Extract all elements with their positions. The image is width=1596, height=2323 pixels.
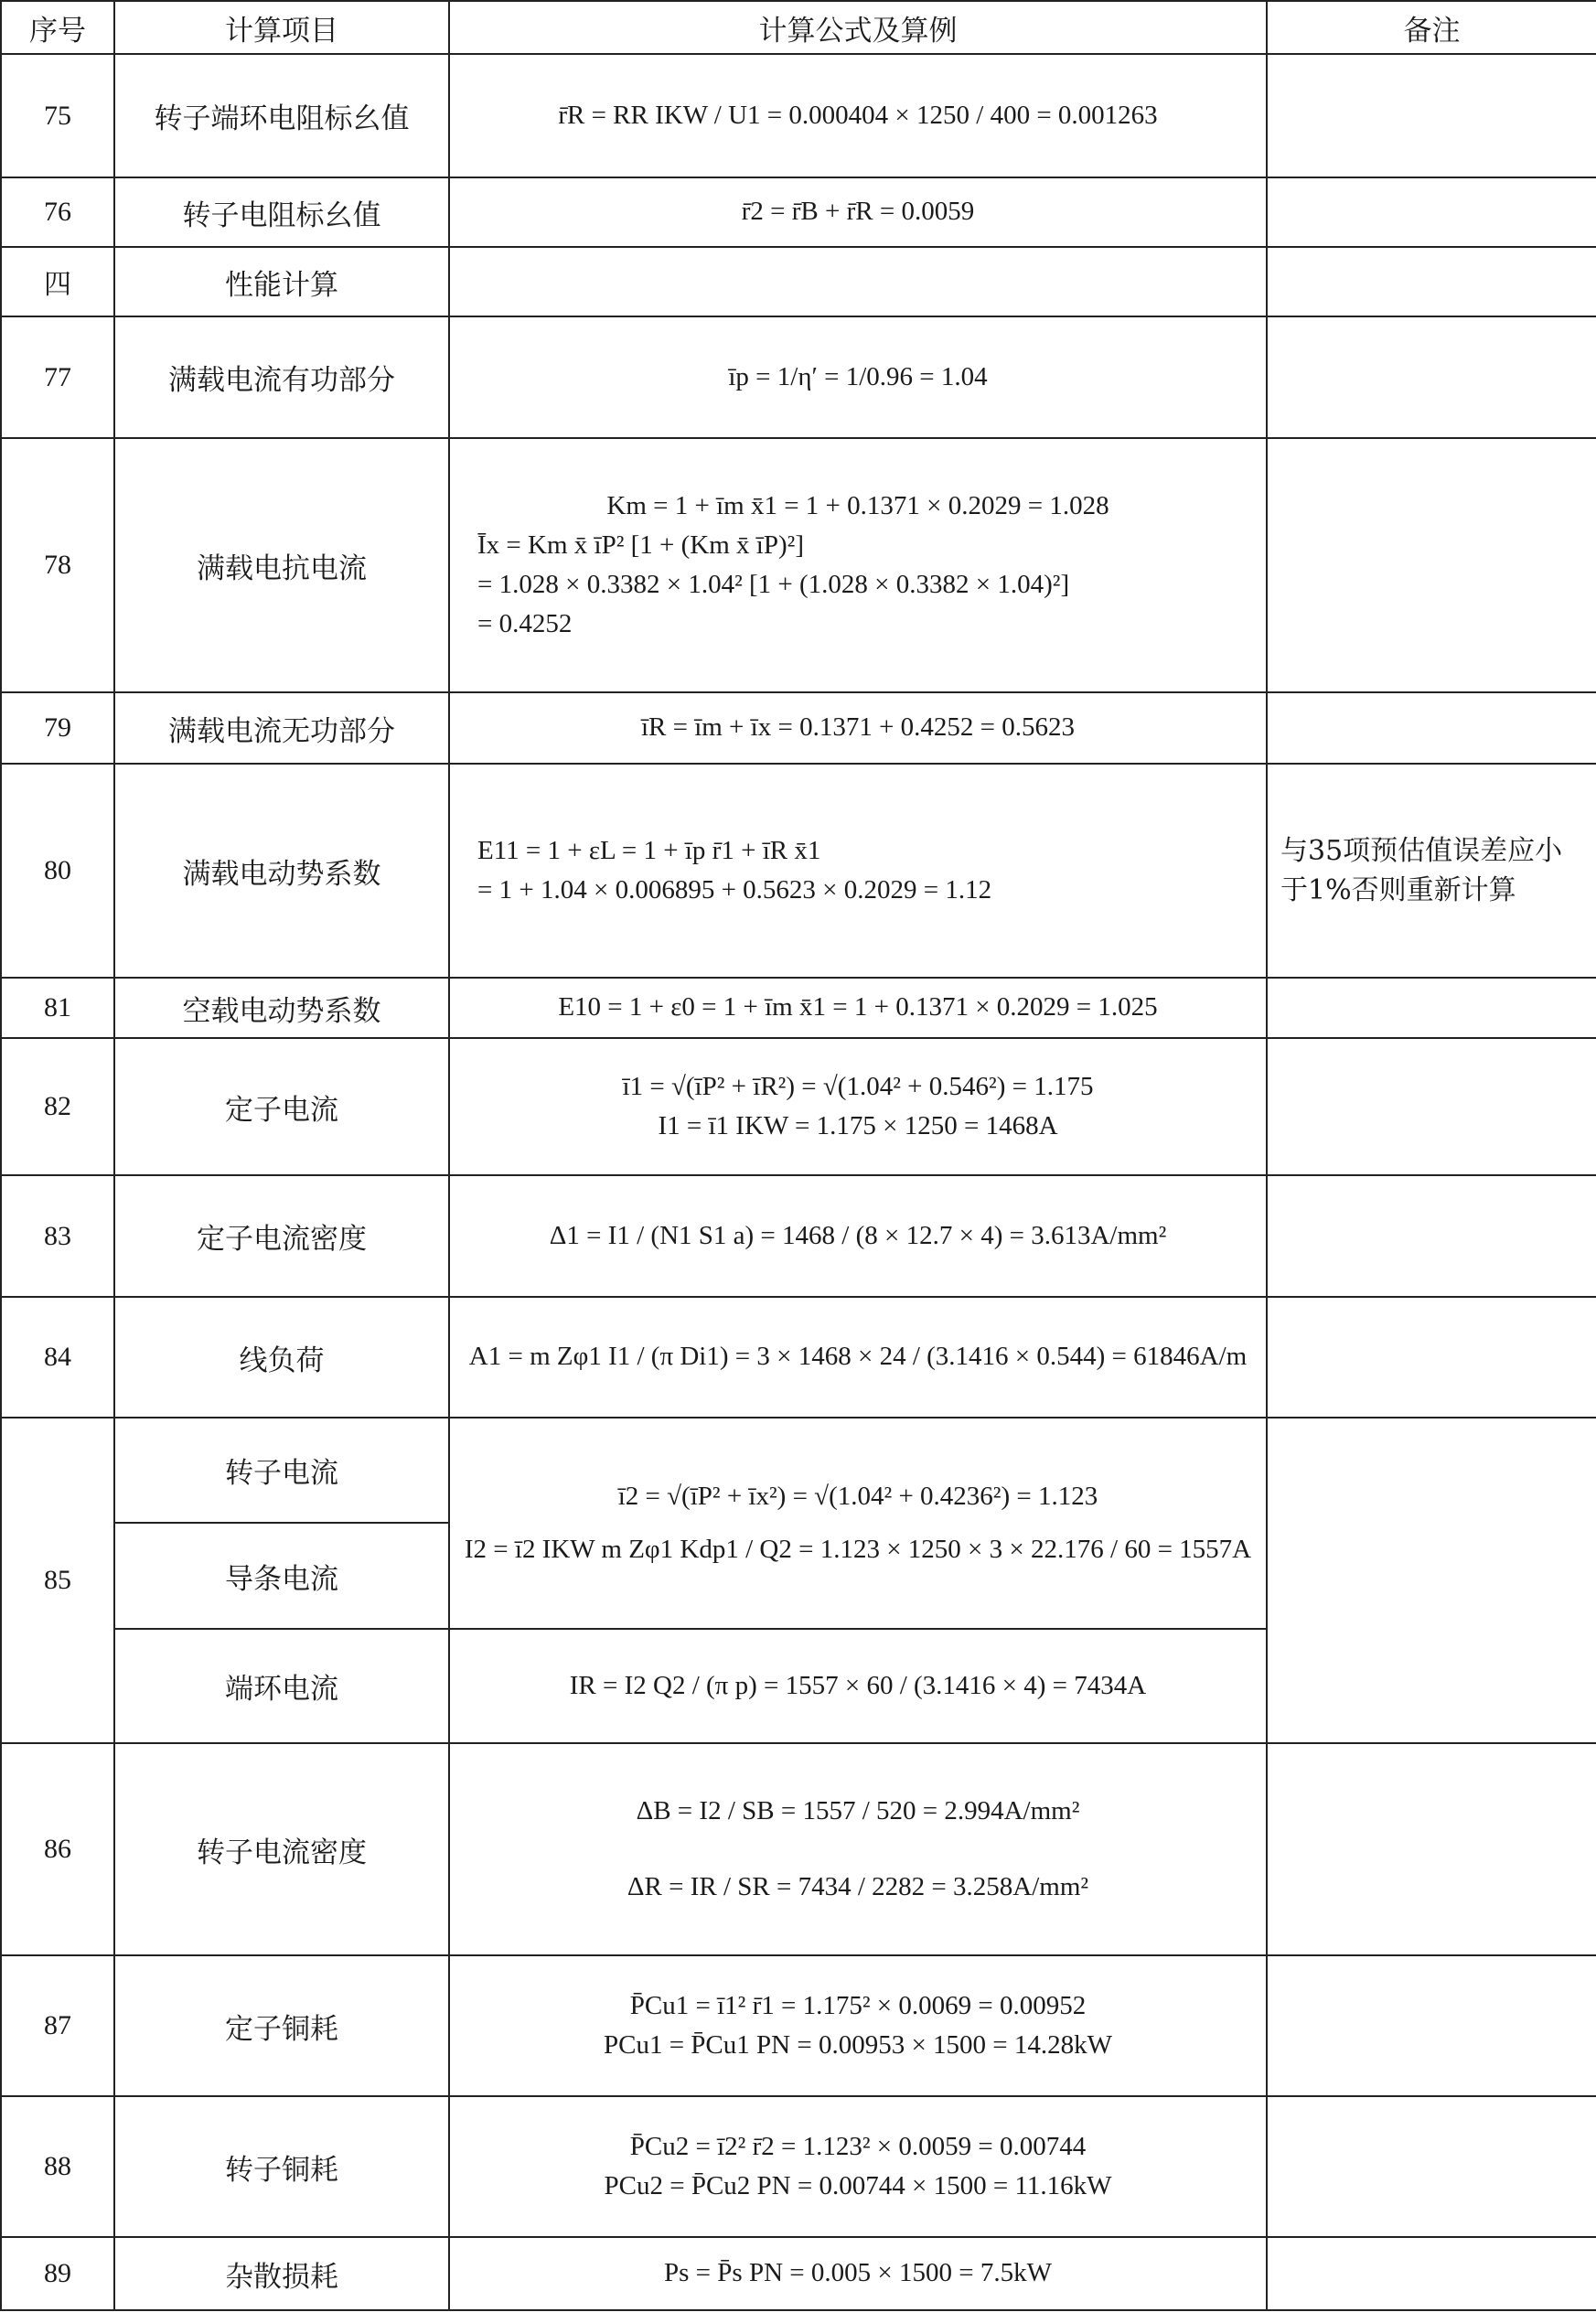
row-number: 78: [1, 438, 114, 692]
row-item: 端环电流: [114, 1629, 449, 1743]
row-formula: [449, 764, 1267, 978]
row-item: 定子铜耗: [114, 1955, 449, 2096]
row-note: [1267, 247, 1596, 316]
formula-line: Īx = Km x̄ īP² [1 + (Km x̄ īP)²]: [477, 530, 805, 560]
row-formula: [449, 1955, 1267, 2096]
formula-line: = 1.028 × 0.3382 × 1.04² [1 + (1.028 × 0.3382 × 1.04)²]: [477, 570, 1070, 599]
row-note: [1267, 1297, 1596, 1418]
row-formula: [449, 316, 1267, 438]
row-number: 79: [1, 692, 114, 764]
formula-line: ī1 = √(īP² + īR²) = √(1.04² + 0.546²) = 1.175: [622, 1071, 1094, 1101]
row-formula: [449, 1175, 1267, 1297]
row-note: [1267, 1955, 1596, 2096]
row-item: 定子电流: [114, 1038, 449, 1175]
row-number: 87: [1, 1955, 114, 2096]
row-number: 81: [1, 978, 114, 1038]
row-note: [1267, 2096, 1596, 2237]
row-item: 定子电流密度: [114, 1175, 449, 1297]
row-note: [1267, 1418, 1596, 1743]
row-note: [1267, 438, 1596, 692]
header-note: 备注: [1267, 1, 1596, 54]
formula-line: I1 = ī1 IKW = 1.175 × 1250 = 1468A: [658, 1111, 1058, 1140]
row-number: 88: [1, 2096, 114, 2237]
header-item: 计算项目: [114, 1, 449, 54]
row-item: 满载电流无功部分: [114, 692, 449, 764]
row-note: [1267, 54, 1596, 177]
row-note: [1267, 316, 1596, 438]
table-row: [1, 978, 1596, 1038]
formula-line: = 1 + 1.04 × 0.006895 + 0.5623 × 0.2029 = 1.12: [477, 875, 992, 905]
table-row: [1, 1038, 1596, 1175]
formula-line: [450, 280, 1266, 284]
table-row: [1, 1297, 1596, 1418]
formula-line: ΔR = IR / SR = 7434 / 2282 = 3.258A/mm²: [627, 1872, 1089, 1901]
row-item: 导条电流: [114, 1523, 449, 1629]
row-number: 76: [1, 177, 114, 247]
table-row: [1, 177, 1596, 247]
row-item: 空载电动势系数: [114, 978, 449, 1038]
row-item: 满载电动势系数: [114, 764, 449, 978]
row-formula: [449, 1038, 1267, 1175]
row-item: 转子端环电阻标幺值: [114, 54, 449, 177]
formula-line: P̄Cu2 = ī2² r̄2 = 1.123² × 0.0059 = 0.00744: [629, 2131, 1087, 2161]
row-note: [1267, 1175, 1596, 1297]
table-row: [1, 1743, 1596, 1955]
header-formula: 计算公式及算例: [449, 1, 1267, 54]
formula-line: Km = 1 + īm x̄1 = 1 + 0.1371 × 0.2029 = 1.028: [606, 490, 1109, 520]
row-number: 82: [1, 1038, 114, 1175]
row-number: 86: [1, 1743, 114, 1955]
formula-line: = 0.4252: [477, 609, 573, 639]
formula-line: PCu2 = P̄Cu2 PN = 0.00744 × 1500 = 11.16kW: [604, 2171, 1112, 2200]
row-formula: [449, 2237, 1267, 2310]
row-note: [1267, 1743, 1596, 1955]
row-number: 四: [1, 247, 114, 316]
row-note: [1267, 692, 1596, 764]
row-formula: [449, 1629, 1267, 1743]
formula-line: Δ1 = I1 / (N1 S1 a) = 1468 / (8 × 12.7 × 4) = 3.613A/mm²: [549, 1220, 1167, 1250]
table-row: [1, 1418, 1596, 1523]
table-row: [1, 2096, 1596, 2237]
table-row: [1, 247, 1596, 316]
row-formula: [449, 978, 1267, 1038]
row-number: 84: [1, 1297, 114, 1418]
row-formula: [449, 692, 1267, 764]
table-row: [1, 692, 1596, 764]
row-item: 杂散损耗: [114, 2237, 449, 2310]
table-row: [1, 2237, 1596, 2310]
row-item: 线负荷: [114, 1297, 449, 1418]
table-row: [1, 54, 1596, 177]
formula-line: r̄R = RR IKW / U1 = 0.000404 × 1250 / 400 = 0.001263: [558, 100, 1158, 130]
row-formula: [449, 438, 1267, 692]
row-note: [1267, 2237, 1596, 2310]
row-item: 转子铜耗: [114, 2096, 449, 2237]
table-row: [1, 438, 1596, 692]
row-formula: [449, 54, 1267, 177]
row-formula: [449, 1418, 1267, 1629]
row-item: 性能计算: [114, 247, 449, 316]
formula-line: E10 = 1 + ε0 = 1 + īm x̄1 = 1 + 0.1371 × 0.2029 = 1.025: [558, 992, 1158, 1022]
row-number: 75: [1, 54, 114, 177]
row-item: 满载电流有功部分: [114, 316, 449, 438]
table-row: [1, 1175, 1596, 1297]
table-row: [1, 764, 1596, 978]
formula-line: A1 = m Zφ1 I1 / (π Di1) = 3 × 1468 × 24 / (3.1416 × 0.544) = 61846A/m: [468, 1342, 1248, 1372]
row-number: 89: [1, 2237, 114, 2310]
row-note: [1267, 1038, 1596, 1175]
row-formula: [449, 177, 1267, 247]
formula-line: E11 = 1 + εL = 1 + īp r̄1 + īR x̄1: [477, 835, 821, 865]
table-row: [1, 316, 1596, 438]
row-item: 转子电流密度: [114, 1743, 449, 1955]
formula-line: īp = 1/η′ = 1/0.96 = 1.04: [728, 361, 988, 391]
row-formula: [449, 247, 1267, 316]
formula-line: r̄2 = r̄B + r̄R = 0.0059: [741, 197, 975, 227]
row-note: [1267, 978, 1596, 1038]
formula-line: I2 = ī2 IKW m Zφ1 Kdp1 / Q2 = 1.123 × 1250 × 3 × 22.176 / 60 = 1557A: [464, 1534, 1252, 1564]
row-number: 85: [1, 1418, 114, 1743]
row-note: 与35项预估值误差应小于1%否则重新计算: [1267, 764, 1596, 978]
row-number: 80: [1, 764, 114, 978]
row-formula: [449, 1743, 1267, 1955]
formula-line: IR = I2 Q2 / (π p) = 1557 × 60 / (3.1416 × 4) = 7434A: [569, 1670, 1147, 1700]
table-row: [1, 1955, 1596, 2096]
row-item: 转子电流: [114, 1418, 449, 1523]
row-number: 83: [1, 1175, 114, 1297]
row-item: 转子电阻标幺值: [114, 177, 449, 247]
header-no: 序号: [1, 1, 114, 54]
formula-line: ī2 = √(īP² + īx²) = √(1.04² + 0.4236²) = 1.123: [617, 1482, 1098, 1512]
row-note: [1267, 177, 1596, 247]
row-number: 77: [1, 316, 114, 438]
formula-line: PCu1 = P̄Cu1 PN = 0.00953 × 1500 = 14.28kW: [603, 2030, 1113, 2060]
formula-line: ΔB = I2 / SB = 1557 / 520 = 2.994A/mm²: [636, 1795, 1080, 1825]
formula-line: īR = īm + īx = 0.1371 + 0.4252 = 0.5623: [640, 712, 1076, 743]
row-formula: [449, 2096, 1267, 2237]
table-header-row: [1, 1, 1596, 54]
row-formula: [449, 1297, 1267, 1418]
formula-line: Ps = P̄s PN = 0.005 × 1500 = 7.5kW: [664, 2258, 1052, 2288]
formula-line: P̄Cu1 = ī1² r̄1 = 1.175² × 0.0069 = 0.00952: [629, 1990, 1087, 2020]
row-item: 满载电抗电流: [114, 438, 449, 692]
